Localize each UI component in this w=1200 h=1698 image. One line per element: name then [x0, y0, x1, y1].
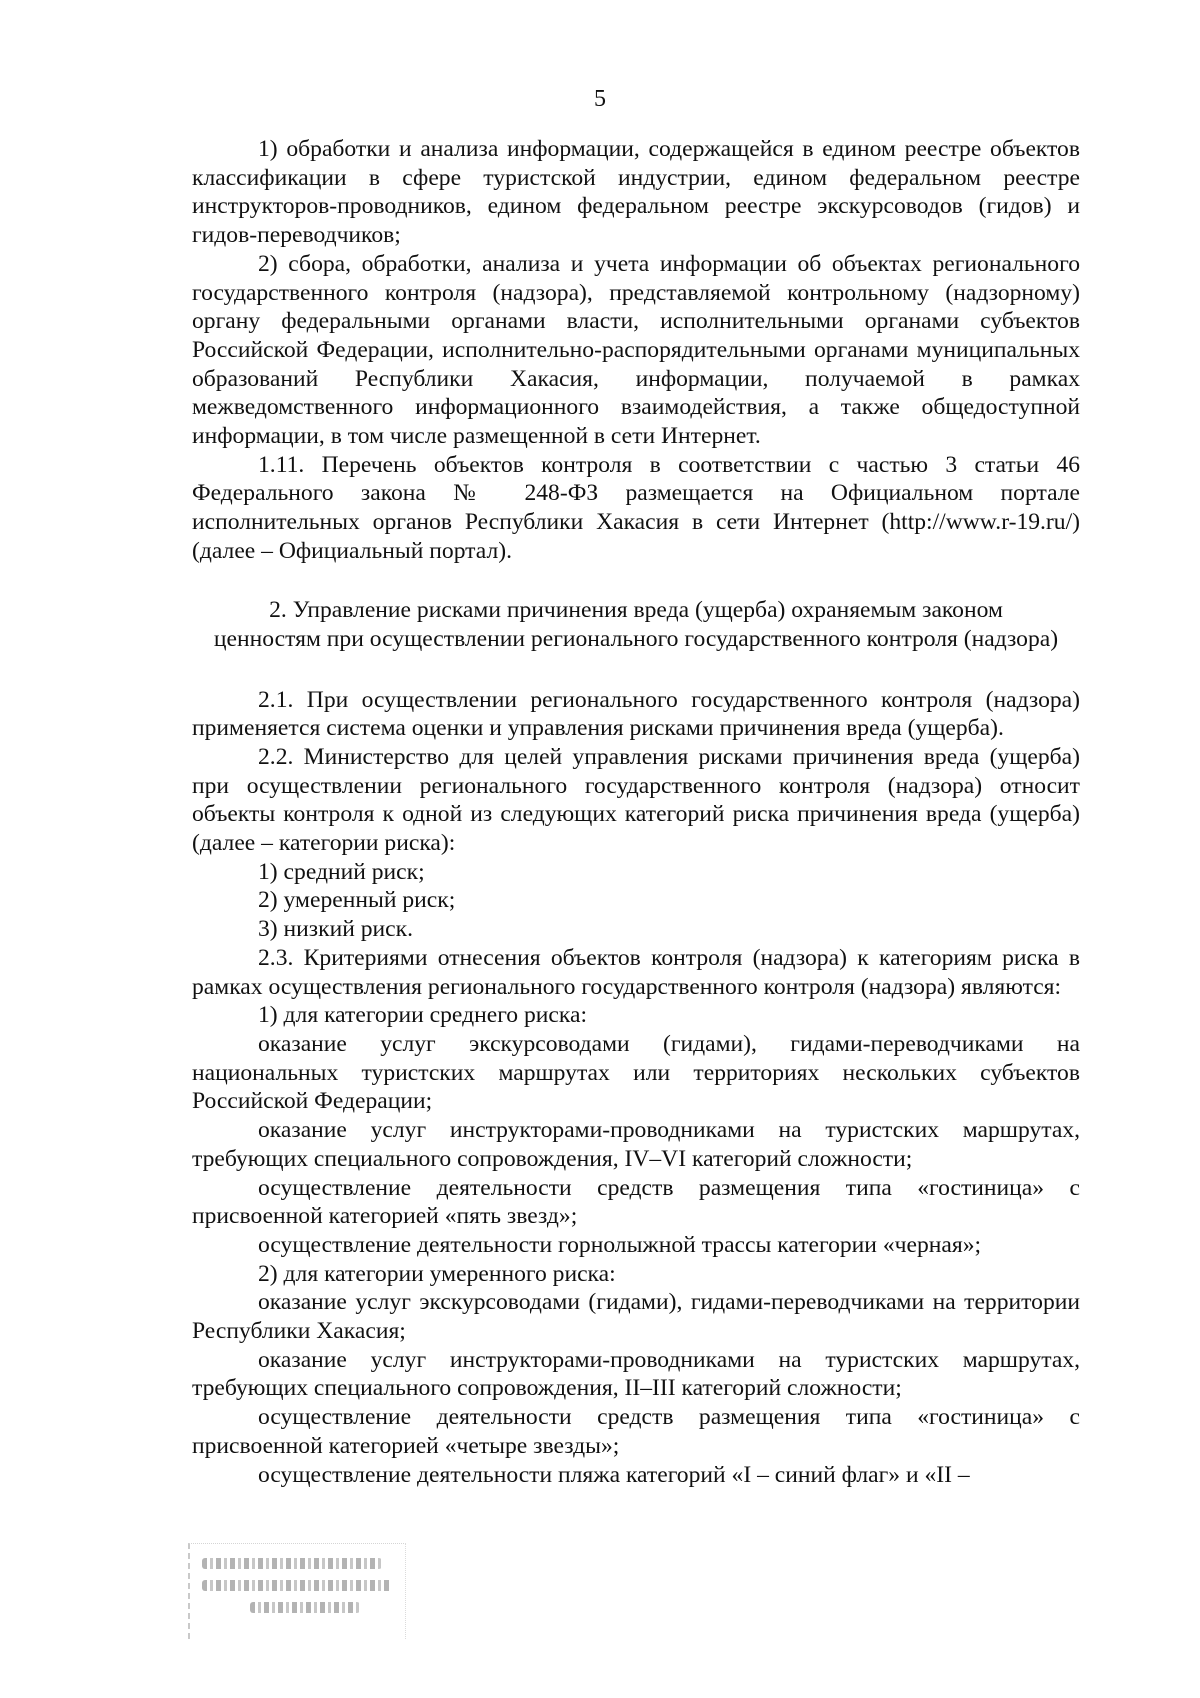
paragraph: 2) сбора, обработки, анализа и учета информации об объектах регионального государственного контроля (надзора), представляемой контрольному (надзорному) органу федеральными органами власти, исполнительными органами субъектов Российской Федерации, исполнительно-распорядительными органами муниципальных образований Республики Хакасия, информации, получаемой в рамках межведомственного информационного взаимодействия, а также общедоступной информации, в том числе размещенной в сети Интернет. — [192, 250, 1080, 450]
stamp-text-line — [250, 1602, 360, 1613]
list-item: 3) низкий риск. — [258, 916, 413, 943]
paragraph: оказание услуг инструкторами-проводниками на туристских маршрутах, требующих специального сопровождения, II–III категорий сложности; — [192, 1346, 1080, 1402]
paragraph: осуществление деятельности средств размещения типа «гостиница» с присвоенной категорией «пять звезд»; — [192, 1174, 1080, 1230]
paragraph: оказание услуг экскурсоводами (гидами), гидами-переводчиками на национальных туристских маршрутах или территориях нескольких субъектов Российской Федерации; — [192, 1030, 1080, 1115]
page-number: 5 — [594, 86, 606, 112]
section-heading-line: 2. Управление рисками причинения вреда (ущерба) охраняемым законом — [269, 596, 1003, 623]
paragraph: осуществление деятельности горнолыжной трассы категории «черная»; — [258, 1231, 982, 1258]
paragraph: осуществление деятельности пляжа категорий «I – синий флаг» и «II – — [258, 1461, 970, 1488]
paragraph: 2.1. При осуществлении регионального государственного контроля (надзора) применяется система оценки и управления рисками причинения вреда (ущерба). — [192, 686, 1080, 742]
section-heading-line: ценностям при осуществлении регионального государственного контроля (надзора) — [213, 625, 1059, 652]
paragraph: оказание услуг инструкторами-проводниками на туристских маршрутах, требующих специального сопровождения, IV–VI категорий сложности; — [192, 1117, 1080, 1172]
section-heading — [192, 596, 1080, 654]
stamp-text-line — [202, 1580, 392, 1591]
paragraph: 2.3. Критериями отнесения объектов контроля (надзора) к категориям риска в рамках осуществления регионального государственного контроля (надзора) являются: — [192, 944, 1080, 1000]
paragraph: оказание услуг экскурсоводами (гидами), гидами-переводчиками на территории Республики Хакасия; — [192, 1289, 1080, 1345]
list-item: 2) умеренный риск; — [258, 887, 456, 914]
stamp-text-line — [202, 1558, 382, 1569]
paragraph: 1) обработки и анализа информации, содержащейся в едином реестре объектов классификации в сфере туристской индустрии, едином федеральном реестре инструкторов-проводников, едином федеральном реестре экскурсоводов (гидов) и гидов-переводчиков; — [192, 136, 1080, 249]
list-item: 1) средний риск; — [258, 858, 425, 885]
faded-stamp — [188, 1543, 406, 1639]
list-item: 1) для категории среднего риска: — [258, 1002, 588, 1029]
paragraph: 2.2. Министерство для целей управления рисками причинения вреда (ущерба) при осуществлении регионального государственного контроля (надзора) относит объекты контроля к одной из следующих категорий риска причинения вреда (ущерба) (далее – категории риска): — [192, 743, 1080, 857]
paragraph: 1.11. Перечень объектов контроля в соответствии с частью 3 статьи 46 Федерального закона № 248-ФЗ размещается на Официальном портале исполнительных органов Республики Хакасия в сети Интернет (http://www.r-19.ru/) (далее – Официальный портал). — [192, 451, 1080, 564]
list-item: 2) для категории умеренного риска: — [258, 1260, 616, 1287]
document-body — [192, 135, 1080, 1489]
paragraph: осуществление деятельности средств размещения типа «гостиница» с присвоенной категорией «четыре звезды»; — [192, 1404, 1080, 1459]
